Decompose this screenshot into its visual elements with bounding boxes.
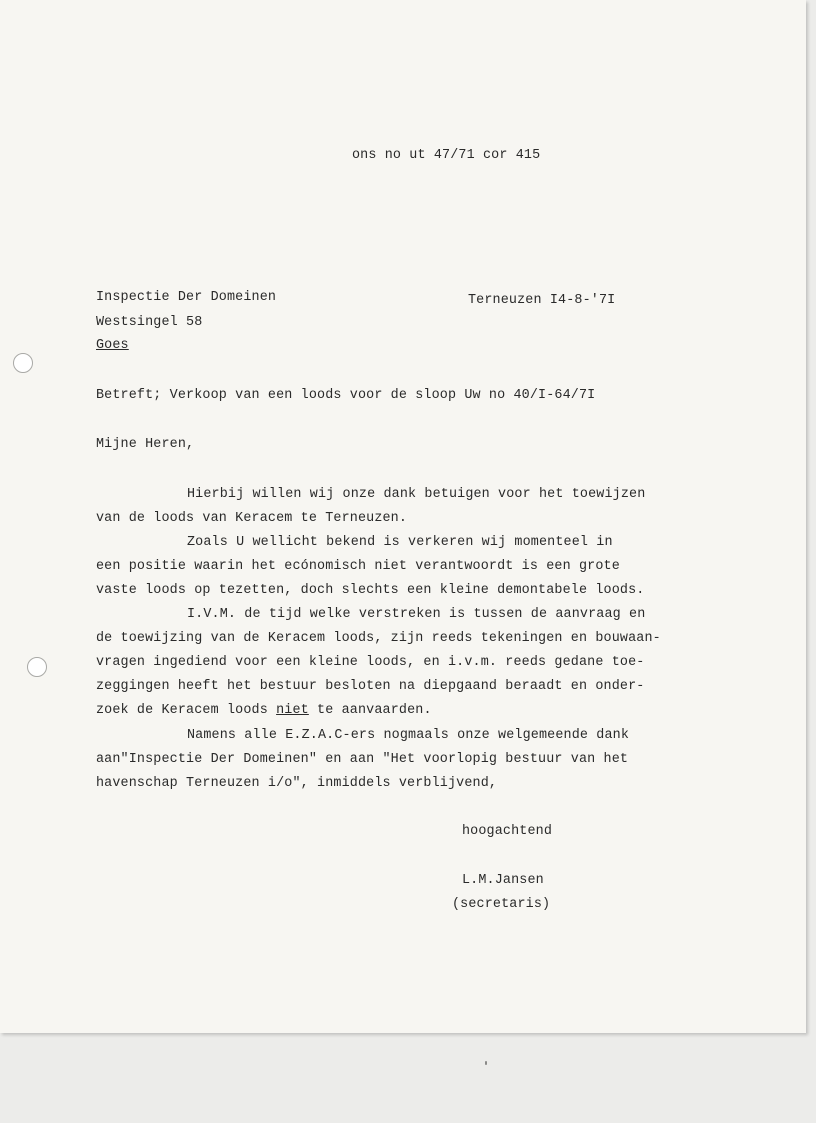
body-line-5: vaste loods op tezetten, doch slechts een kleine demontabele loods. [96, 583, 645, 598]
punch-hole-top [13, 353, 33, 373]
recipient-street: Westsingel 58 [96, 315, 203, 330]
body-line-6: I.V.M. de tijd welke verstreken is tussen de aanvraag en [187, 607, 646, 622]
body-line-10-end: te aanvaarden. [308, 703, 432, 718]
body-line-3: Zoals U wellicht bekend is verkeren wij momenteel in [187, 535, 613, 550]
body-line-10 [96, 703, 432, 719]
signer-name: L.M.Jansen [462, 873, 544, 888]
body-line-12: aan"Inspectie Der Domeinen" en aan "Het voorlopig bestuur van het [96, 752, 629, 767]
body-line-4: een positie waarin het ecónomisch niet verantwoordt is een grote [96, 559, 620, 574]
emphasis-niet: niet [276, 703, 309, 718]
signer-title: (secretaris) [452, 897, 551, 912]
recipient-city: Goes [96, 338, 129, 353]
body-line-10-start: zoek de Keracem loods [96, 703, 277, 718]
punch-hole-bottom [27, 657, 47, 677]
body-line-9: zeggingen heeft het bestuur besloten na diepgaand beraadt en onder- [96, 679, 645, 694]
body-line-7: de toewijzing van de Keracem loods, zijn reeds tekeningen en bouwaan- [96, 631, 661, 646]
subject-line: Betreft; Verkoop van een loods voor de sloop Uw no 40/I-64/7I [96, 388, 596, 403]
body-line-1: Hierbij willen wij onze dank betuigen voor het toewijzen [187, 487, 646, 502]
reference-number: ons no ut 47/71 cor 415 [352, 148, 541, 163]
closing: hoogachtend [462, 824, 553, 839]
scan-speck [485, 1061, 487, 1065]
place-date: Terneuzen I4-8-'7I [468, 293, 616, 308]
body-line-2: van de loods van Keracem te Terneuzen. [96, 511, 408, 526]
recipient-name: Inspectie Der Domeinen [96, 290, 277, 305]
body-line-8: vragen ingediend voor een kleine loods, en i.v.m. reeds gedane toe- [96, 655, 645, 670]
body-line-11: Namens alle E.Z.A.C-ers nogmaals onze welgemeende dank [187, 728, 630, 743]
salutation: Mijne Heren, [96, 437, 195, 452]
body-line-13: havenschap Terneuzen i/o", inmiddels verblijvend, [96, 776, 498, 791]
